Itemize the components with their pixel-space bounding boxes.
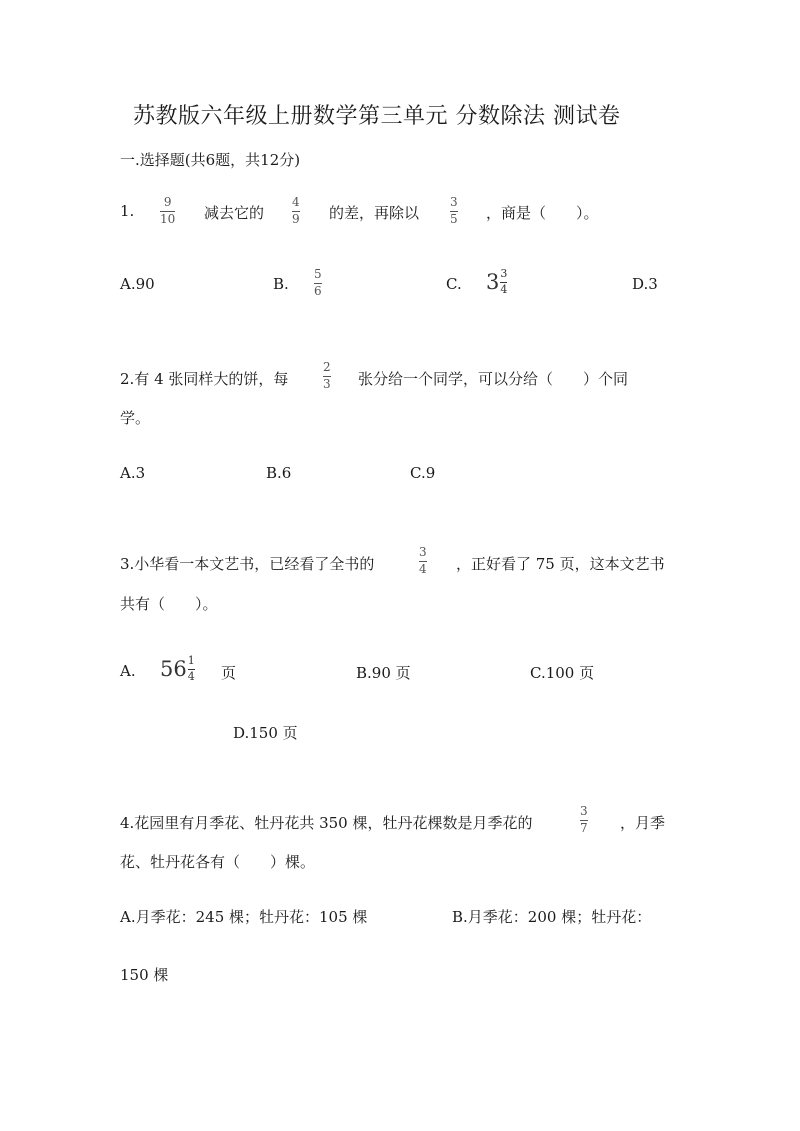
option-c[interactable]: C.100 页 [530,664,595,682]
numerator: 3 [450,195,458,209]
option-b[interactable]: B.月季花：200 棵；牡丹花： [452,908,652,926]
numerator: 3 [419,545,427,559]
denominator: 3 [323,376,331,391]
fraction-part [500,268,507,296]
fraction-2-3 [323,361,331,392]
question-text: 花、牡丹花各有（ ）棵。 [120,853,316,871]
question-text: 张分给一个同学，可以分给（ ）个同 [358,370,629,388]
denominator: 4 [419,561,427,576]
denominator: 4 [187,669,195,683]
question-text: 共有（ ）。 [120,595,218,613]
option-b[interactable]: B. [273,275,289,293]
option-d[interactable]: D.3 [632,275,658,293]
fraction-9-10 [160,196,175,227]
option-a[interactable]: A.月季花：245 棵；牡丹花：105 棵 [120,908,368,926]
question-text: 2.有 4 张同样大的饼，每 [120,370,289,388]
question-text: 3.小华看一本文艺书，已经看了全书的 [120,555,375,573]
question-text: 减去它的 [204,204,265,222]
mixed-number-56-1-4 [160,655,195,683]
numerator: 3 [500,267,508,280]
numerator: 3 [580,804,588,818]
whole-part: 56 [160,657,187,682]
question-text: 学。 [120,409,151,427]
denominator: 6 [314,283,322,298]
numerator: 4 [292,195,300,209]
question-text: ，正好看了 75 页，这本文艺书 [456,555,665,573]
denominator: 7 [580,820,588,835]
option-b-continued: 150 棵 [120,966,169,984]
numerator: 1 [187,654,195,667]
fraction-5-6 [314,268,322,299]
option-a-unit: 页 [221,664,237,682]
fraction-4-9 [292,196,300,227]
question-text: ，月季 [620,814,666,832]
fraction-part [188,655,195,683]
question-text: 4.花园里有月季花、牡丹花共 350 棵，牡丹花棵数是月季花的 [120,814,533,832]
denominator: 9 [292,211,300,226]
question-text: 的差，再除以 [329,204,420,222]
option-a[interactable]: A. [120,662,136,680]
denominator: 5 [450,211,458,226]
fraction-3-5 [450,196,458,227]
denominator: 10 [160,211,176,226]
option-b[interactable]: B.6 [266,464,292,482]
mixed-number-3-3-4 [486,268,507,296]
page-title: 苏教版六年级上册数学第三单元 分数除法 测试卷 [133,104,621,129]
question-number: 1. [120,202,135,220]
whole-part: 3 [486,270,500,295]
numerator: 9 [163,195,172,209]
fraction-3-4 [419,546,427,577]
denominator: 4 [500,282,508,296]
option-b[interactable]: B.90 页 [356,664,411,682]
numerator: 2 [323,360,331,374]
option-c[interactable]: C. [446,275,462,293]
question-text: ，商是（ ）。 [486,204,599,222]
numerator: 5 [314,267,322,281]
option-d[interactable]: D.150 页 [233,724,298,742]
option-a[interactable]: A.3 [120,464,146,482]
section-heading: 一.选择题(共6题，共12分) [120,151,301,169]
option-c[interactable]: C.9 [410,464,436,482]
option-a[interactable]: A.90 [120,275,155,293]
fraction-3-7 [580,805,588,836]
